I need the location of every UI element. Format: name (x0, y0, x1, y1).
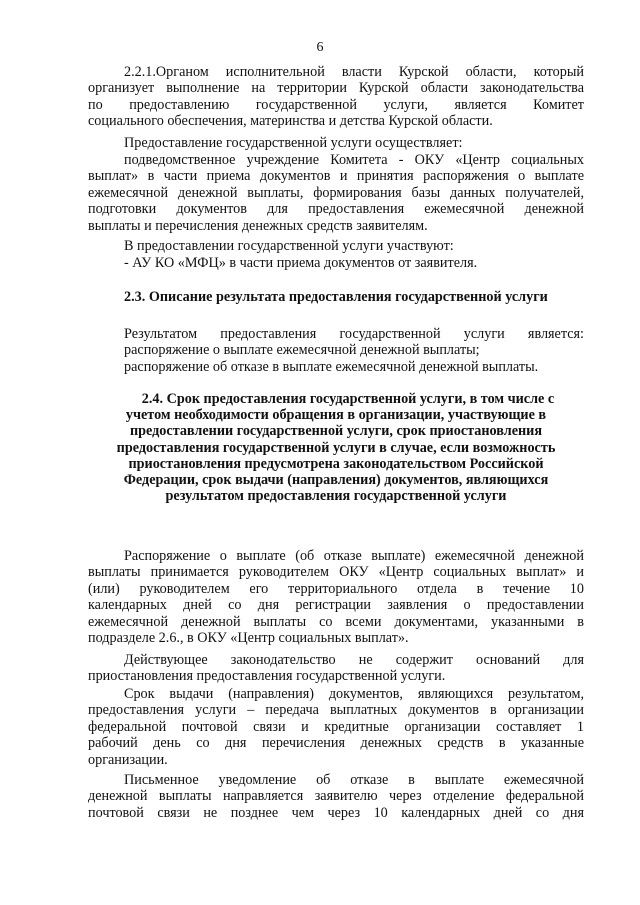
text-line: - АУ КО «МФЦ» в части приема документов от заявителя. (124, 255, 478, 271)
text-line: выплат» в части приема документов и принятия распоряжения о выплате (88, 168, 584, 185)
text-line: выплаты и перечисления денежных средств заявителям. (88, 217, 428, 234)
heading-line: предоставлении государственной услуги, срок приостановления (129, 423, 543, 440)
text-line: почтовой связи не позднее чем через 10 календарных дней со дня (88, 804, 584, 821)
heading-line: Федерации, срок выдачи (направления) документов, являющихся (123, 472, 549, 489)
text-line: ежемесячной денежной выплаты, формирования базы данных получателей, (88, 184, 584, 201)
text-line: распоряжение об отказе в выплате ежемесячной денежной выплаты. (124, 358, 539, 375)
text-line: приостановления предоставления государственной услуги. (88, 668, 446, 685)
text-line: организации. (88, 751, 168, 768)
text-line: по предоставлению государственной услуги, является Комитет (88, 96, 584, 113)
text-line: социального обеспечения, материнства и детства Курской области. (88, 113, 493, 130)
text-line: предоставления услуги – передача выплатных документов в организации (88, 702, 584, 719)
heading-text: 2.3. Описание результата предоставления государственной услуги (124, 289, 548, 305)
text-line: ежемесячной денежной выплаты со всеми документами, указанными в (88, 613, 584, 630)
paragraph-refusal-notice (88, 772, 584, 821)
text-line: Предоставление государственной услуги осуществляет: (124, 135, 463, 151)
text-line: рабочий день со дня перечисления денежных средств в указанные (88, 735, 584, 752)
paragraph-result (88, 326, 584, 375)
paragraph-2-2-1 (88, 64, 584, 130)
paragraph-participants (88, 238, 584, 254)
heading-line: 2.4. Срок предоставления государственной услуги, в том числе с (141, 391, 555, 407)
heading-line: предоставления государственной услуги в случае, если возможность (116, 439, 556, 456)
text-line: выплаты принимается руководителем ОКУ «Центр социальных выплат» и (88, 564, 584, 581)
text-line: календарных дней со дня регистрации заявления о предоставлении (88, 597, 584, 614)
page-number: 6 (316, 40, 324, 55)
text-line: подготовки документов для предоставления ежемесячной денежной (88, 201, 584, 218)
heading-line: приостановления предусмотрена законодательством Российской (128, 455, 544, 472)
text-line: Распоряжение о выплате (об отказе выплате) ежемесячной денежной (124, 548, 584, 564)
section-heading-2-3 (88, 289, 584, 305)
heading-line: учетом необходимости обращения в организации, участвующие в (125, 407, 547, 424)
text-line: денежной выплаты направляется заявителю через отделение федеральной (88, 788, 584, 805)
text-line: организует выполнение на территории Курской области законодательства (88, 80, 584, 97)
paragraph-subordinate-institution (88, 152, 584, 234)
text-line: Срок выдачи (направления) документов, являющихся результатом, (124, 686, 584, 702)
paragraph-mfc (88, 255, 584, 271)
paragraph-provider (88, 135, 584, 151)
paragraph-decision (88, 548, 584, 646)
text-line: Письменное уведомление об отказе в выплате ежемесячной (124, 772, 584, 788)
text-line: подведомственное учреждение Комитета - ОКУ «Центр социальных (124, 152, 584, 168)
text-line: распоряжение о выплате ежемесячной денежной выплаты; (124, 342, 480, 359)
text-line: федеральной почтовой связи и кредитные организации составляет 1 (88, 718, 584, 735)
section-heading-2-4 (88, 391, 584, 504)
text-line: Результатом предоставления государственной услуги является: (124, 326, 584, 342)
text-line: 2.2.1.Органом исполнительной власти Курской области, который (124, 64, 584, 80)
text-line: Действующее законодательство не содержит оснований для (124, 652, 584, 668)
text-line: подразделе 2.6., в ОКУ «Центр социальных выплат». (88, 630, 409, 647)
heading-line: результатом предоставления государственной услуги (165, 488, 507, 505)
paragraph-no-suspension (88, 652, 584, 685)
paragraph-issue-term (88, 686, 584, 768)
text-line: В предоставлении государственной услуги участвуют: (124, 238, 454, 254)
text-line: (или) руководителем его территориального отдела в течение 10 (88, 580, 584, 597)
